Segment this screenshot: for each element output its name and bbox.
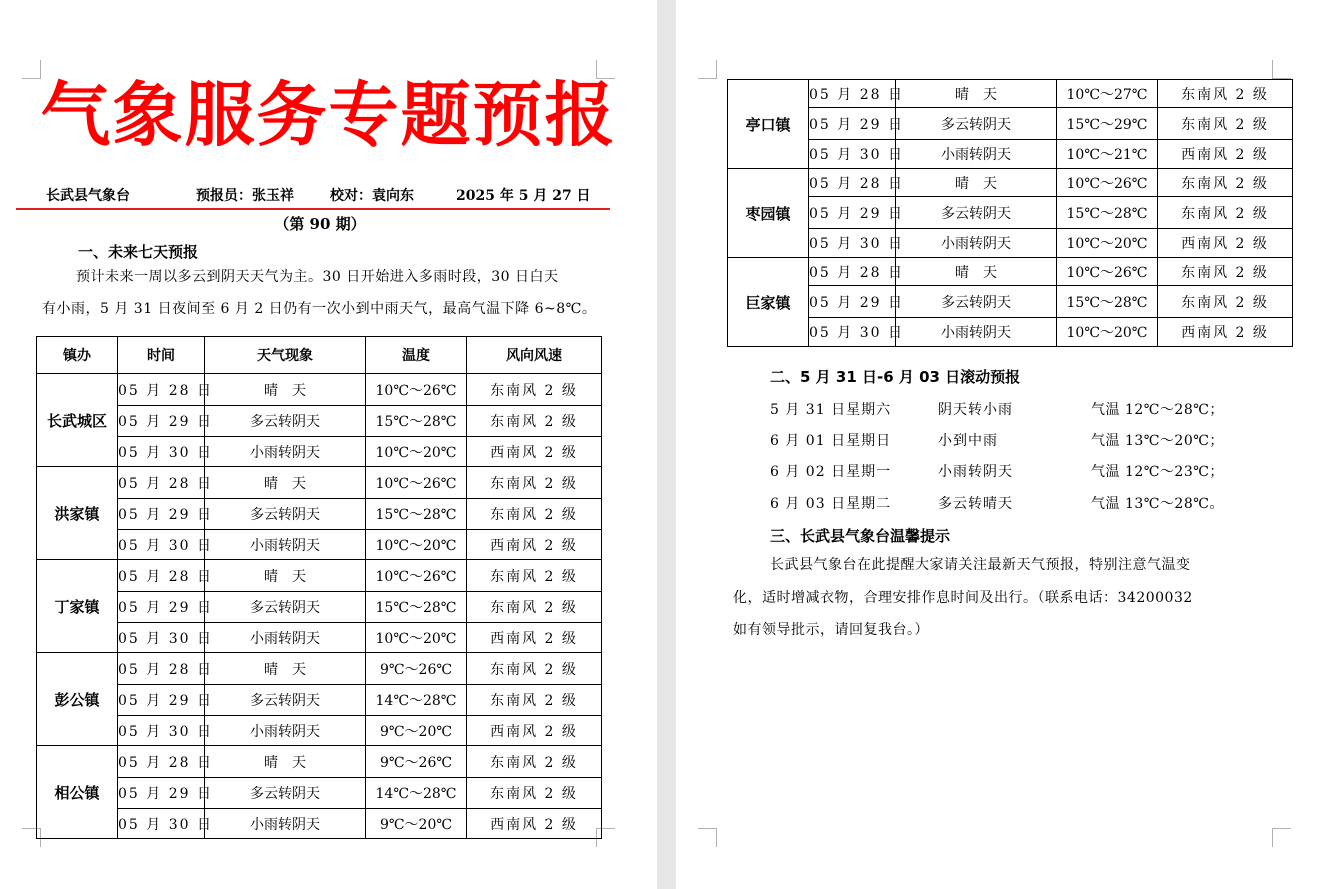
weather-cell: 小雨转阴天 [205,716,366,746]
weather-cell: 多云转阴天 [205,778,366,809]
table-row [728,229,1293,258]
date-cell: 05 月 30 日 [118,809,205,839]
date-cell: 05 月 30 日 [118,716,205,746]
temperature-cell: 10℃～20℃ [1057,229,1158,258]
wind-cell: 西南风 2 级 [467,716,602,746]
wind-cell: 东南风 2 级 [467,592,602,623]
table-row [728,80,1293,108]
section1-paragraph-line1: 预计未来一周以多云到阴天天气为主。30 日开始进入多雨时段，30 日白天 [76,269,559,285]
rolling-temp: 气温 13℃～28℃。 [1091,496,1224,512]
table-row [728,258,1293,286]
proofreader: 校对：袁向东 [330,188,414,204]
temperature-cell: 15℃～28℃ [1057,286,1158,318]
rolling-forecast-row [770,493,1224,513]
date-cell: 05 月 29 日 [118,406,205,437]
section3-line2: 化，适时增减衣物，合理安排作息时间及出行。（联系电话：34200032 [733,590,1193,606]
wind-cell: 东南风 2 级 [1158,286,1293,318]
temperature-cell: 9℃～20℃ [366,809,467,839]
date-cell: 05 月 30 日 [809,229,896,258]
rolling-day: 6 月 02 日星期一 [770,464,892,480]
rolling-day: 6 月 03 日星期二 [770,496,892,512]
rolling-weather: 小到中雨 [938,433,998,449]
temperature-cell: 15℃～28℃ [366,592,467,623]
wind-cell: 东南风 2 级 [1158,197,1293,229]
date-cell: 05 月 29 日 [118,778,205,809]
wind-cell: 西南风 2 级 [1158,229,1293,258]
column-header: 风向风速 [467,337,602,374]
section3-heading: 三、长武县气象台温馨提示 [770,527,951,545]
table-row [728,169,1293,197]
weather-cell: 小雨转阴天 [205,530,366,560]
weather-cell: 晴 天 [205,653,366,685]
town-name: 亭口镇 [728,80,809,169]
table-row [37,592,602,623]
temperature-cell: 14℃～28℃ [366,685,467,716]
crop-mark [698,828,717,847]
date-cell: 05 月 28 日 [809,80,896,108]
date-cell: 05 月 29 日 [118,499,205,530]
rolling-temp: 气温 13℃～20℃； [1091,433,1224,449]
rolling-day: 5 月 31 日星期六 [770,402,892,418]
town-name: 丁家镇 [37,560,118,653]
header-info-line [46,185,606,205]
wind-cell: 东南风 2 级 [467,374,602,406]
wind-cell: 东南风 2 级 [467,467,602,499]
issue-number: （第 90 期） [274,215,366,233]
crop-mark [1272,60,1291,79]
date-cell: 05 月 30 日 [118,530,205,560]
rolling-day: 6 月 01 日星期日 [770,433,892,449]
date-cell: 05 月 30 日 [809,140,896,169]
town-name: 长武城区 [37,374,118,467]
date-cell: 05 月 29 日 [118,685,205,716]
wind-cell: 东南风 2 级 [1158,108,1293,140]
wind-cell: 西南风 2 级 [1158,318,1293,347]
table-row [37,499,602,530]
date-cell: 05 月 28 日 [118,653,205,685]
wind-cell: 西南风 2 级 [1158,140,1293,169]
table-row [728,197,1293,229]
temperature-cell: 10℃～26℃ [366,374,467,406]
date-cell: 05 月 28 日 [118,746,205,778]
temperature-cell: 10℃～20℃ [366,437,467,467]
temperature-cell: 9℃～20℃ [366,716,467,746]
weather-cell: 小雨转阴天 [205,623,366,653]
weather-cell: 多云转阴天 [205,406,366,437]
red-divider [16,208,610,210]
town-name: 枣园镇 [728,169,809,258]
wind-cell: 东南风 2 级 [467,499,602,530]
table-row [37,685,602,716]
weather-cell: 小雨转阴天 [896,229,1057,258]
table-row [728,140,1293,169]
weather-cell: 多云转阴天 [896,197,1057,229]
section2-heading: 二、5 月 31 日-6 月 03 日滚动预报 [770,368,1021,386]
date-cell: 05 月 30 日 [809,318,896,347]
section3-line3: 如有领导批示，请回复我台。） [733,622,929,638]
column-header: 天气现象 [205,337,366,374]
crop-mark [1272,828,1291,847]
column-header: 温度 [366,337,467,374]
wind-cell: 西南风 2 级 [467,437,602,467]
rolling-temp: 气温 12℃～23℃； [1091,464,1224,480]
town-name: 巨家镇 [728,258,809,347]
column-header: 镇办 [37,337,118,374]
wind-cell: 东南风 2 级 [1158,258,1293,286]
temperature-cell: 10℃～21℃ [1057,140,1158,169]
date-cell: 05 月 28 日 [118,467,205,499]
wind-cell: 西南风 2 级 [467,530,602,560]
weather-cell: 小雨转阴天 [896,140,1057,169]
weather-cell: 小雨转阴天 [205,437,366,467]
table-row [37,467,602,499]
rolling-weather: 小雨转阴天 [938,464,1013,480]
wind-cell: 东南风 2 级 [1158,169,1293,197]
weather-cell: 多云转阴天 [205,685,366,716]
wind-cell: 东南风 2 级 [467,685,602,716]
wind-cell: 东南风 2 级 [1158,80,1293,108]
rolling-weather: 阴天转小雨 [938,402,1013,418]
temperature-cell: 10℃～26℃ [366,560,467,592]
weather-cell: 晴 天 [896,80,1057,108]
rolling-forecast-row [770,399,1224,419]
temperature-cell: 9℃～26℃ [366,746,467,778]
rolling-forecast-row [770,461,1224,481]
table-row [37,778,602,809]
temperature-cell: 15℃～28℃ [1057,197,1158,229]
table-row [37,809,602,839]
table-row [37,560,602,592]
table-row [37,530,602,560]
temperature-cell: 10℃～20℃ [1057,318,1158,347]
table-row [728,108,1293,140]
crop-mark [698,60,717,79]
table-row [37,746,602,778]
weather-cell: 多云转阴天 [896,286,1057,318]
date-cell: 05 月 28 日 [118,374,205,406]
weather-cell: 多云转阴天 [896,108,1057,140]
rolling-forecast-row [770,430,1224,450]
temperature-cell: 15℃～29℃ [1057,108,1158,140]
weather-cell: 小雨转阴天 [205,809,366,839]
date-cell: 05 月 28 日 [118,560,205,592]
weather-cell: 晴 天 [205,374,366,406]
forecast-table-page2 [727,79,1293,347]
document-page-1 [0,0,657,889]
weather-cell: 晴 天 [205,746,366,778]
date-cell: 05 月 29 日 [809,286,896,318]
temperature-cell: 15℃～28℃ [366,406,467,437]
section1-paragraph-line2: 有小雨，5 月 31 日夜间至 6 月 2 日仍有一次小到中雨天气，最高气温下降 6~8℃。 [42,301,597,317]
section1-heading: 一、未来七天预报 [78,243,199,261]
date-cell: 05 月 29 日 [809,197,896,229]
weather-cell: 多云转阴天 [205,499,366,530]
table-row [37,406,602,437]
date-cell: 05 月 28 日 [809,169,896,197]
weather-cell: 晴 天 [205,467,366,499]
weather-cell: 小雨转阴天 [896,318,1057,347]
temperature-cell: 10℃～20℃ [366,623,467,653]
wind-cell: 东南风 2 级 [467,778,602,809]
station-name: 长武县气象台 [46,188,130,204]
wind-cell: 东南风 2 级 [467,746,602,778]
forecast-table-page1 [36,336,602,839]
date-cell: 05 月 29 日 [118,592,205,623]
column-header: 时间 [118,337,205,374]
table-row [37,623,602,653]
rolling-weather: 多云转晴天 [938,496,1013,512]
wind-cell: 东南风 2 级 [467,560,602,592]
weather-cell: 多云转阴天 [205,592,366,623]
wind-cell: 东南风 2 级 [467,653,602,685]
section3-line1: 长武县气象台在此提醒大家请关注最新天气预报，特别注意气温变 [770,557,1191,573]
table-row [37,374,602,406]
table-row [37,437,602,467]
wind-cell: 西南风 2 级 [467,809,602,839]
temperature-cell: 10℃～20℃ [366,530,467,560]
temperature-cell: 10℃～26℃ [1057,169,1158,197]
temperature-cell: 15℃～28℃ [366,499,467,530]
table-row [37,716,602,746]
date-cell: 05 月 30 日 [118,437,205,467]
rolling-temp: 气温 12℃～28℃； [1091,402,1224,418]
town-name: 彭公镇 [37,653,118,746]
town-name: 相公镇 [37,746,118,839]
table-header-row [37,337,602,374]
wind-cell: 西南风 2 级 [467,623,602,653]
temperature-cell: 10℃～26℃ [366,467,467,499]
date-cell: 05 月 28 日 [809,258,896,286]
table-row [37,653,602,685]
town-name: 洪家镇 [37,467,118,560]
temperature-cell: 14℃～28℃ [366,778,467,809]
weather-cell: 晴 天 [896,258,1057,286]
temperature-cell: 10℃～27℃ [1057,80,1158,108]
weather-cell: 晴 天 [205,560,366,592]
date-cell: 05 月 30 日 [118,623,205,653]
issue-date: 2025 年 5 月 27 日 [456,188,591,204]
weather-cell: 晴 天 [896,169,1057,197]
temperature-cell: 10℃～26℃ [1057,258,1158,286]
date-cell: 05 月 29 日 [809,108,896,140]
forecaster: 预报员：张玉祥 [196,188,294,204]
wind-cell: 东南风 2 级 [467,406,602,437]
document-title: 气象服务专题预报 [40,73,617,156]
temperature-cell: 9℃～26℃ [366,653,467,685]
table-row [728,286,1293,318]
table-row [728,318,1293,347]
